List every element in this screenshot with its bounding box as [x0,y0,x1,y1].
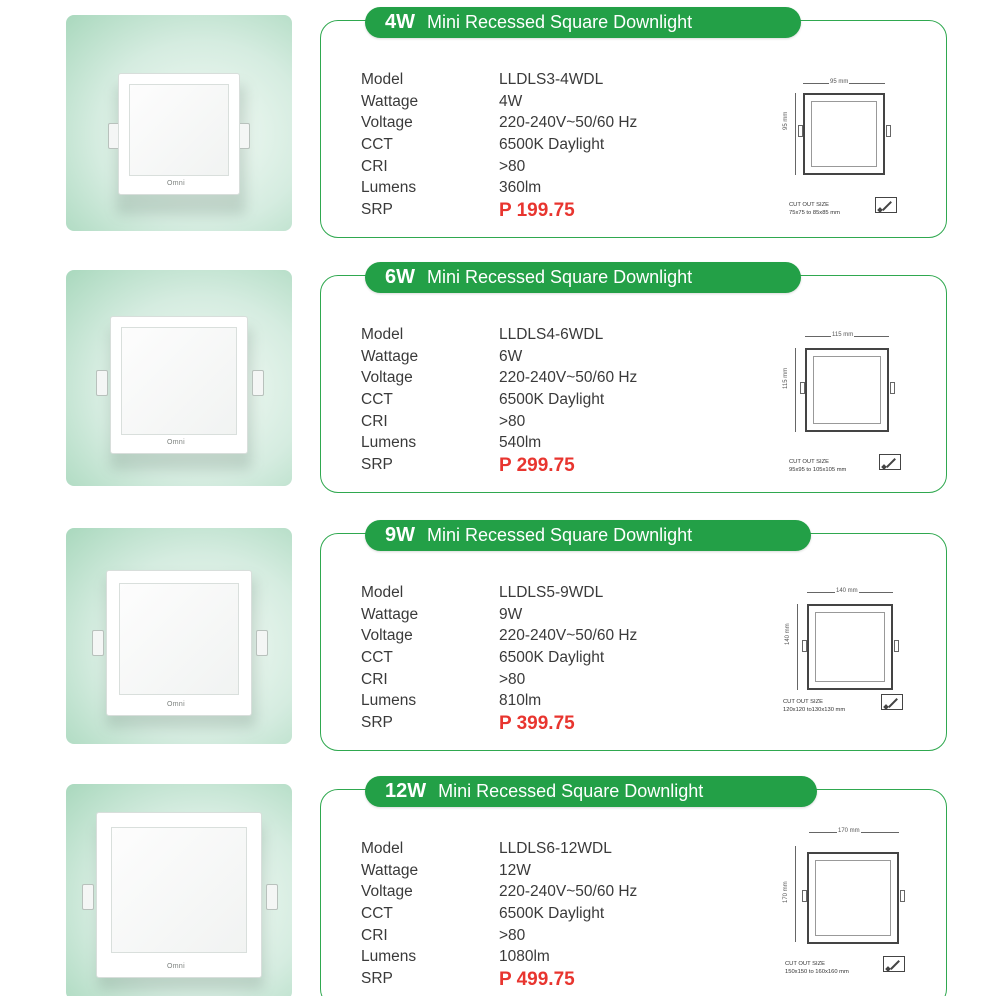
dimension-width: 95 mm [830,79,849,85]
spec-card [320,11,947,238]
value-voltage: 220-240V~50/60 Hz [499,114,638,132]
product-title: Mini Recessed Square Downlight [427,525,693,545]
value-cri: >80 [499,157,526,175]
watt-label: 12W [385,780,427,802]
cut-out-label: CUT OUT SIZE [789,202,830,208]
cut-out-info [789,458,846,474]
cutter-icon [879,454,901,470]
downlight-panel [129,84,229,176]
title-pill [365,7,801,38]
title-pill [365,520,811,551]
product-title: Mini Recessed Square Downlight [427,267,693,287]
dimension-height: 115 mm [783,367,789,389]
product-12w [0,780,996,996]
label-wattage: Wattage [361,605,419,623]
spring-clip-right [252,370,264,396]
label-model: Model [361,71,404,88]
spec-card [320,266,947,493]
downlight-frame [96,812,262,978]
value-cri: >80 [499,670,526,688]
label-lumens: Lumens [361,434,417,452]
dimension-width: 140 mm [836,588,858,594]
label-wattage: Wattage [361,861,419,879]
cut-out-info [785,960,849,976]
product-4w [0,11,996,249]
label-model: Model [361,584,404,601]
value-voltage: 220-240V~50/60 Hz [499,369,638,387]
dimension-width: 170 mm [838,828,860,834]
dimension-diagram [781,73,911,223]
spring-clip-left [92,630,104,656]
label-wattage: Wattage [361,347,419,365]
price: P 199.75 [499,200,575,222]
spring-clip-left [96,370,108,396]
downlight-frame [106,570,252,716]
brand-logo: Omni [167,180,185,187]
downlight-panel [119,583,239,695]
label-cri: CRI [361,926,388,944]
label-lumens: Lumens [361,179,417,197]
label-cri: CRI [361,157,388,175]
label-lumens: Lumens [361,948,417,966]
label-cri: CRI [361,412,388,430]
label-srp: SRP [361,456,393,474]
cut-out-info [783,698,845,714]
product-photo [66,15,292,231]
spec-card [320,524,947,751]
cut-out-label: CUT OUT SIZE [789,459,830,465]
label-wattage: Wattage [361,92,419,110]
product-title: Mini Recessed Square Downlight [438,781,704,801]
value-model: LLDLS3-4WDL [499,71,604,88]
product-photo [66,784,292,996]
brand-logo: Omni [167,439,185,446]
value-wattage: 12W [499,861,531,879]
dimension-diagram [783,586,923,736]
product-title: Mini Recessed Square Downlight [427,12,693,32]
product-6w [0,266,996,504]
value-model: LLDLS4-6WDL [499,326,604,343]
dimension-diagram [781,328,921,478]
value-lumens: 540lm [499,434,542,452]
dimension-width: 115 mm [832,332,854,338]
watt-label: 6W [385,266,415,288]
watt-label: 9W [385,524,415,546]
value-model: LLDLS5-9WDL [499,584,604,601]
spring-clip-right [256,630,268,656]
value-cri: >80 [499,926,526,944]
label-srp: SRP [361,201,393,219]
value-lumens: 360lm [499,179,542,197]
dimension-height: 140 mm [785,623,791,645]
label-cct: CCT [361,649,393,667]
cutter-icon [881,694,903,710]
product-photo [66,528,292,744]
dimension-diagram [783,828,923,992]
value-lumens: 810lm [499,692,542,710]
cut-out-label: CUT OUT SIZE [783,699,824,705]
product-photo [66,270,292,486]
cut-out-size: 95x95 to 105x105 mm [789,467,847,473]
dimension-height: 95 mm [783,111,789,130]
cut-out-size: 75x75 to 85x85 mm [789,210,840,216]
downlight-frame [110,316,248,454]
value-cct: 6500K Daylight [499,649,605,667]
title-pill [365,262,801,293]
value-wattage: 4W [499,92,523,110]
label-model: Model [361,840,404,857]
spec-card [320,780,947,996]
title-pill [365,776,817,807]
value-voltage: 220-240V~50/60 Hz [499,883,638,901]
cutter-icon [875,197,897,213]
label-cct: CCT [361,905,393,923]
value-lumens: 1080lm [499,948,550,966]
label-voltage: Voltage [361,114,413,132]
downlight-panel [111,827,247,953]
downlight-frame [118,73,240,195]
brand-logo: Omni [167,701,185,708]
price: P 399.75 [499,713,575,735]
cut-out-label: CUT OUT SIZE [785,961,826,967]
product-9w [0,524,996,762]
spring-clip-left [82,884,94,910]
value-wattage: 6W [499,347,523,365]
label-voltage: Voltage [361,627,413,645]
spring-clip-right [266,884,278,910]
label-model: Model [361,326,404,343]
cut-out-info [789,201,840,217]
price: P 299.75 [499,455,575,477]
value-model: LLDLS6-12WDL [499,840,612,857]
label-cct: CCT [361,136,393,154]
cut-out-size: 120x120 to130x130 mm [783,707,846,713]
value-cri: >80 [499,412,526,430]
label-srp: SRP [361,970,393,988]
value-voltage: 220-240V~50/60 Hz [499,627,638,645]
watt-label: 4W [385,11,415,33]
label-lumens: Lumens [361,692,417,710]
label-cct: CCT [361,391,393,409]
value-wattage: 9W [499,605,523,623]
cut-out-size: 150x150 to 160x160 mm [785,969,849,975]
label-srp: SRP [361,714,393,732]
brand-logo: Omni [167,963,185,970]
value-cct: 6500K Daylight [499,391,605,409]
downlight-panel [121,327,237,435]
cutter-icon [883,956,905,972]
dimension-height: 170 mm [783,881,789,903]
label-voltage: Voltage [361,369,413,387]
label-voltage: Voltage [361,883,413,901]
value-cct: 6500K Daylight [499,136,605,154]
label-cri: CRI [361,670,388,688]
value-cct: 6500K Daylight [499,905,605,923]
price: P 499.75 [499,969,575,991]
